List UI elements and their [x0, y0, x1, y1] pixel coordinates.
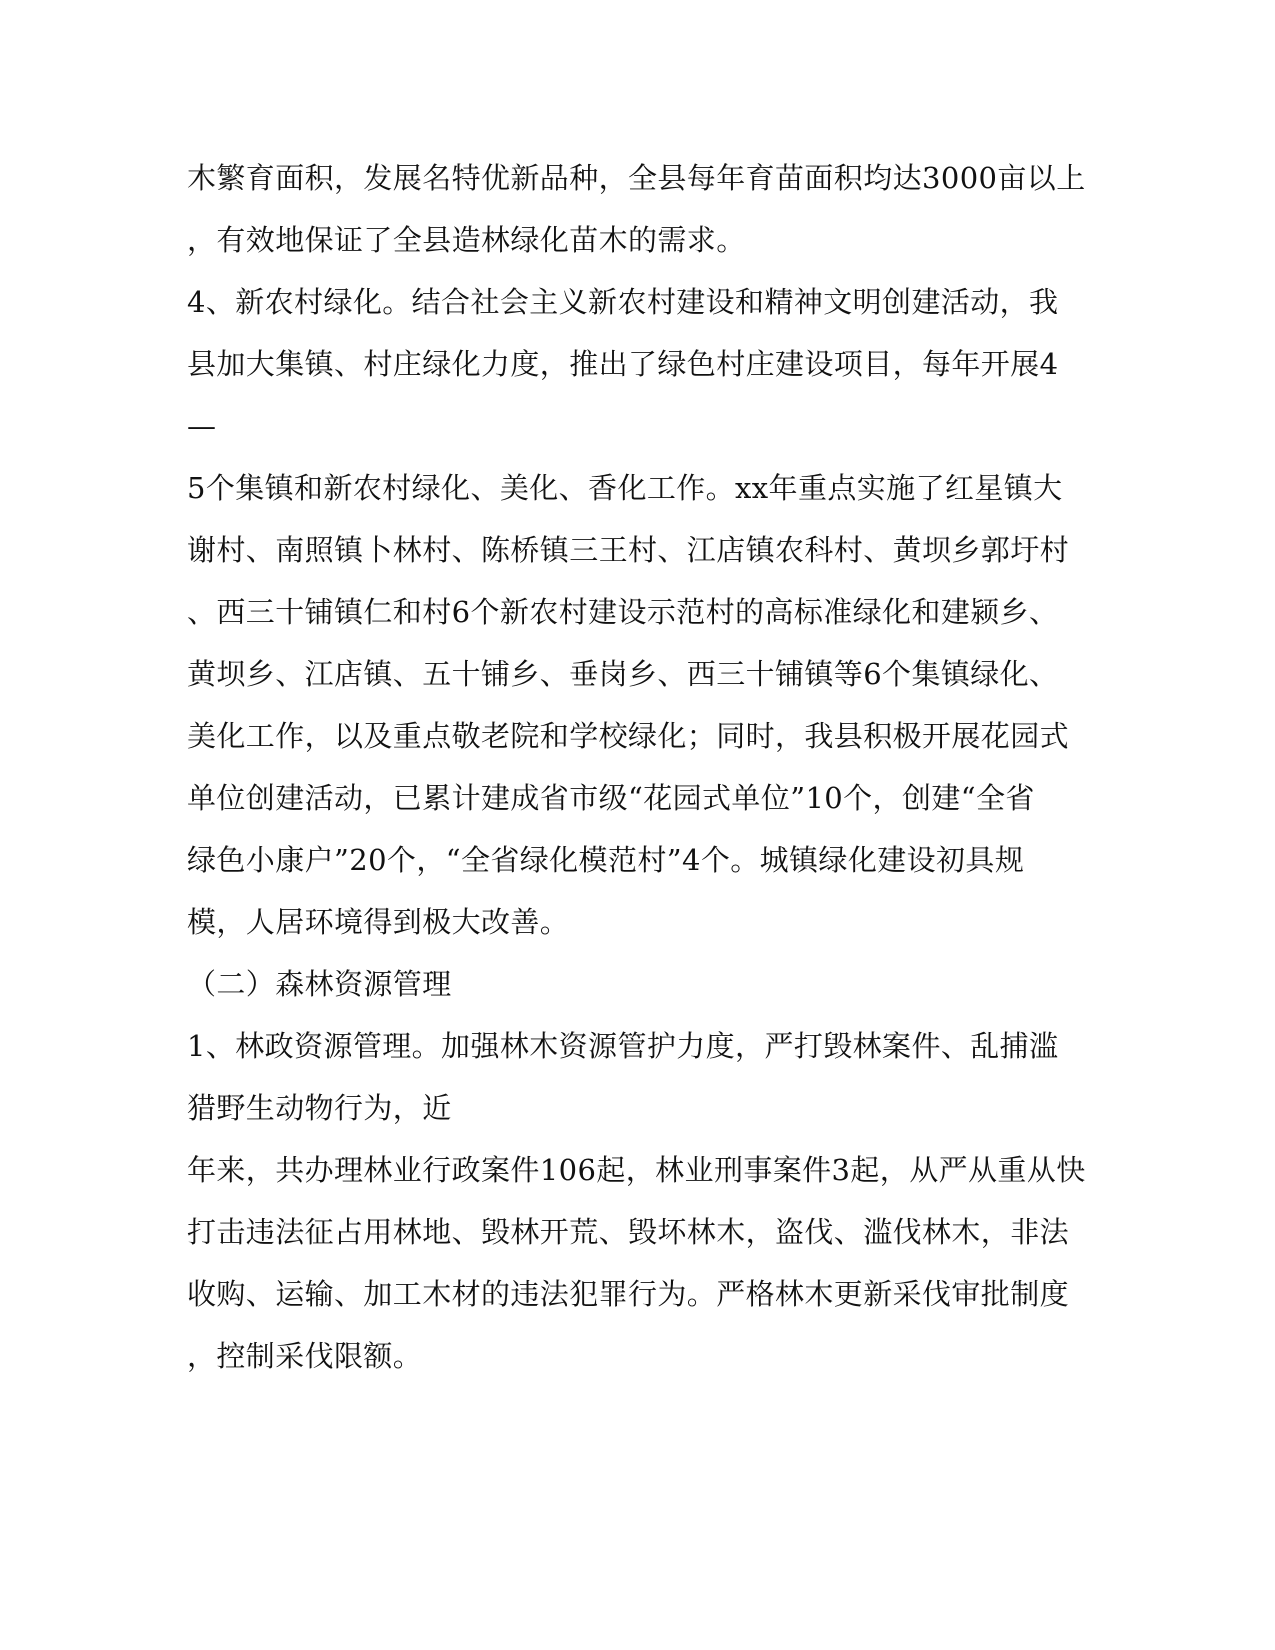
text-line: 5个集镇和新农村绿化、美化、香化工作。xx年重点实施了红星镇大: [187, 471, 1063, 505]
text-line: —: [187, 409, 217, 443]
section-heading: （二）森林资源管理: [187, 967, 452, 1001]
text-line: 县加大集镇、村庄绿化力度，推出了绿色村庄建设项目，每年开展4: [187, 347, 1059, 381]
text-line: 谢村、南照镇卜林村、陈桥镇三王村、江店镇农科村、黄坝乡郭圩村: [187, 533, 1070, 567]
text-line: ，控制采伐限额。: [187, 1339, 423, 1373]
text-line: 黄坝乡、江店镇、五十铺乡、垂岗乡、西三十铺镇等6个集镇绿化、: [187, 657, 1059, 691]
text-line: 猎野生动物行为，近: [187, 1091, 452, 1125]
text-line: 模，人居环境得到极大改善。: [187, 905, 570, 939]
text-line: 打击违法征占用林地、毁林开荒、毁坏林木，盗伐、滥伐林木，非法: [187, 1215, 1070, 1249]
text-line: 单位创建活动，已累计建成省市级“花园式单位”10个，创建“全省: [187, 781, 1035, 815]
text-line: 木繁育面积，发展名特优新品种，全县每年育苗面积均达3000亩以上: [187, 161, 1086, 195]
text-line: 、西三十铺镇仁和村6个新农村建设示范村的高标准绿化和建颍乡、: [187, 595, 1059, 629]
text-line: 1、林政资源管理。加强林木资源管护力度，严打毁林案件、乱捕滥: [187, 1029, 1059, 1063]
text-line: ，有效地保证了全县造林绿化苗木的需求。: [187, 223, 746, 257]
text-line: 4、新农村绿化。结合社会主义新农村建设和精神文明创建活动，我: [187, 285, 1059, 319]
text-line: 年来，共办理林业行政案件106起，林业刑事案件3起，从严从重从快: [187, 1153, 1086, 1187]
text-line: 绿色小康户”20个，“全省绿化模范村”4个。城镇绿化建设初具规: [187, 843, 1025, 877]
text-line: 收购、运输、加工木材的违法犯罪行为。严格林木更新采伐审批制度: [187, 1277, 1070, 1311]
text-line: 美化工作，以及重点敬老院和学校绿化；同时，我县积极开展花园式: [187, 719, 1070, 753]
